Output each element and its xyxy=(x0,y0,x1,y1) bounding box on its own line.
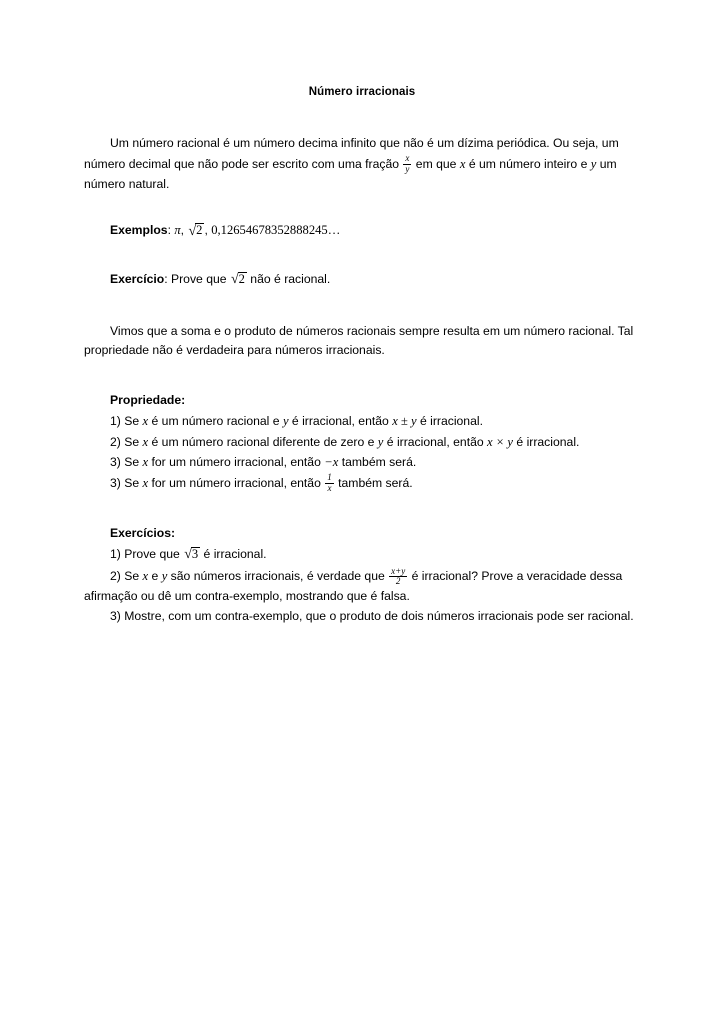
property-item-4 xyxy=(84,473,640,494)
intro-text-part4: um número natural. xyxy=(84,156,617,191)
exercise-text-after: não é racional. xyxy=(246,271,331,286)
item-seg-2: for um número irracional, então xyxy=(148,476,325,491)
item-seg-2: é um número racional e xyxy=(148,413,283,428)
sqrt-3-symbol xyxy=(183,544,200,567)
intro-text-part1: Um número racional é um número decima infinito que não é um dízima periódica. Ou seja, um número decimal que não pode ser escrito com uma fração xyxy=(84,136,619,171)
item-number: 1) xyxy=(110,546,121,561)
item-seg-1: Se xyxy=(120,413,143,428)
examples-colon: : xyxy=(167,223,171,238)
spacer xyxy=(84,292,640,322)
intro-text-part3: é um número inteiro e xyxy=(465,156,591,171)
remark-text: Vimos que a soma e o produto de números racionais sempre resulta em um número racional. Tal propriedade não é verdadeira para números irracionais. xyxy=(84,323,634,358)
item-seg-4: é irracional? Prove a veracidade dessa afirmação ou dê um contra-exemplo, mostrando que é falsa. xyxy=(84,569,623,604)
spacer xyxy=(84,361,640,391)
item-seg-2: for um número irracional, então xyxy=(148,455,325,470)
variable-x: x xyxy=(142,476,149,491)
exercise-text-before: Prove que xyxy=(167,271,230,286)
item-seg-1: Se xyxy=(120,476,143,491)
item-text: Mostre, com um contra-exemplo, que o produto de dois números irracionais pode ser racional. xyxy=(120,608,634,623)
decimal-example: 0,12654678352888245… xyxy=(211,223,341,238)
exercise-line xyxy=(84,269,640,292)
fraction-denominator: x xyxy=(325,483,334,494)
item-number: 2) xyxy=(110,569,121,584)
variable-x: x xyxy=(142,569,149,584)
property-label: Propriedade: xyxy=(110,393,186,408)
exercises-label: Exercícios: xyxy=(110,526,176,540)
spacer xyxy=(84,194,640,220)
fraction-numerator: x+y xyxy=(391,565,406,576)
fraction-x-plus-y-over-2 xyxy=(389,567,407,587)
radicand: 2 xyxy=(196,223,203,238)
item-text-after: é irracional. xyxy=(200,546,267,561)
exercise-label: Exercício xyxy=(110,271,165,286)
examples-label: Exemplos xyxy=(110,223,168,238)
item-seg-3: são números irracionais, é verdade que xyxy=(167,569,389,584)
radicand: 3 xyxy=(191,546,199,561)
intro-paragraph xyxy=(84,134,640,194)
sqrt-2-symbol xyxy=(230,269,247,292)
variable-x: x xyxy=(142,413,149,428)
fraction-denominator: 2 xyxy=(389,576,407,587)
exercise-item-1 xyxy=(84,544,640,567)
fraction-numerator: x xyxy=(405,153,410,163)
expression: x × y xyxy=(487,434,514,449)
variable-x: x xyxy=(142,455,149,470)
spacer xyxy=(84,243,640,269)
variable-x: x xyxy=(142,434,149,449)
fraction-denominator: y xyxy=(405,163,410,174)
item-seg-4: é irracional. xyxy=(513,434,580,449)
item-number: 3) xyxy=(110,455,121,470)
radical-sign: √ xyxy=(230,272,239,288)
property-heading xyxy=(84,391,640,411)
examples-line xyxy=(84,220,640,243)
pi-symbol: π xyxy=(174,223,181,238)
examples-comma-1: , xyxy=(180,223,185,238)
sqrt-2-symbol xyxy=(187,220,204,243)
exercises-heading xyxy=(84,524,640,544)
variable-y: y xyxy=(161,569,168,584)
item-seg-1: Se xyxy=(120,569,143,584)
fraction-numerator: 1 xyxy=(327,472,332,483)
item-seg-3: também será. xyxy=(338,455,417,470)
variable-y: y xyxy=(377,434,384,449)
item-number: 3) xyxy=(110,608,121,623)
spacer xyxy=(84,494,640,524)
intro-text-part2: em que xyxy=(412,156,460,171)
item-seg-1: Se xyxy=(120,434,143,449)
radicand: 2 xyxy=(238,271,245,286)
item-text-before: Prove que xyxy=(120,546,184,561)
radical-sign: √ xyxy=(184,547,192,563)
variable-y: y xyxy=(282,413,289,428)
item-seg-3: também será. xyxy=(334,476,413,491)
item-seg-3: é irracional, então xyxy=(288,413,393,428)
remark-paragraph xyxy=(84,322,640,362)
variable-x: x xyxy=(459,156,466,171)
expression: −x xyxy=(324,455,339,470)
property-item-1 xyxy=(84,411,640,432)
item-number: 3) xyxy=(110,476,121,491)
property-item-2 xyxy=(84,432,640,453)
item-seg-2: e xyxy=(148,569,162,584)
item-seg-4: é irracional. xyxy=(416,413,483,428)
expression: x ± y xyxy=(392,413,417,428)
item-number: 2) xyxy=(110,434,121,449)
item-seg-1: Se xyxy=(120,455,143,470)
property-item-3 xyxy=(84,452,640,473)
item-number: 1) xyxy=(110,413,121,428)
fraction-x-over-y xyxy=(403,154,411,174)
fraction-one-over-x xyxy=(325,473,334,493)
variable-y: y xyxy=(590,156,597,171)
exercise-item-2 xyxy=(84,566,640,607)
radical-sign: √ xyxy=(188,223,197,239)
item-seg-2: é um número racional diferente de zero e xyxy=(148,434,378,449)
exercise-item-3 xyxy=(84,607,640,627)
exercise-colon: : xyxy=(164,271,168,286)
item-seg-3: é irracional, então xyxy=(383,434,488,449)
page-title: Número irracionais xyxy=(308,86,416,98)
examples-comma-2: , xyxy=(204,223,208,238)
